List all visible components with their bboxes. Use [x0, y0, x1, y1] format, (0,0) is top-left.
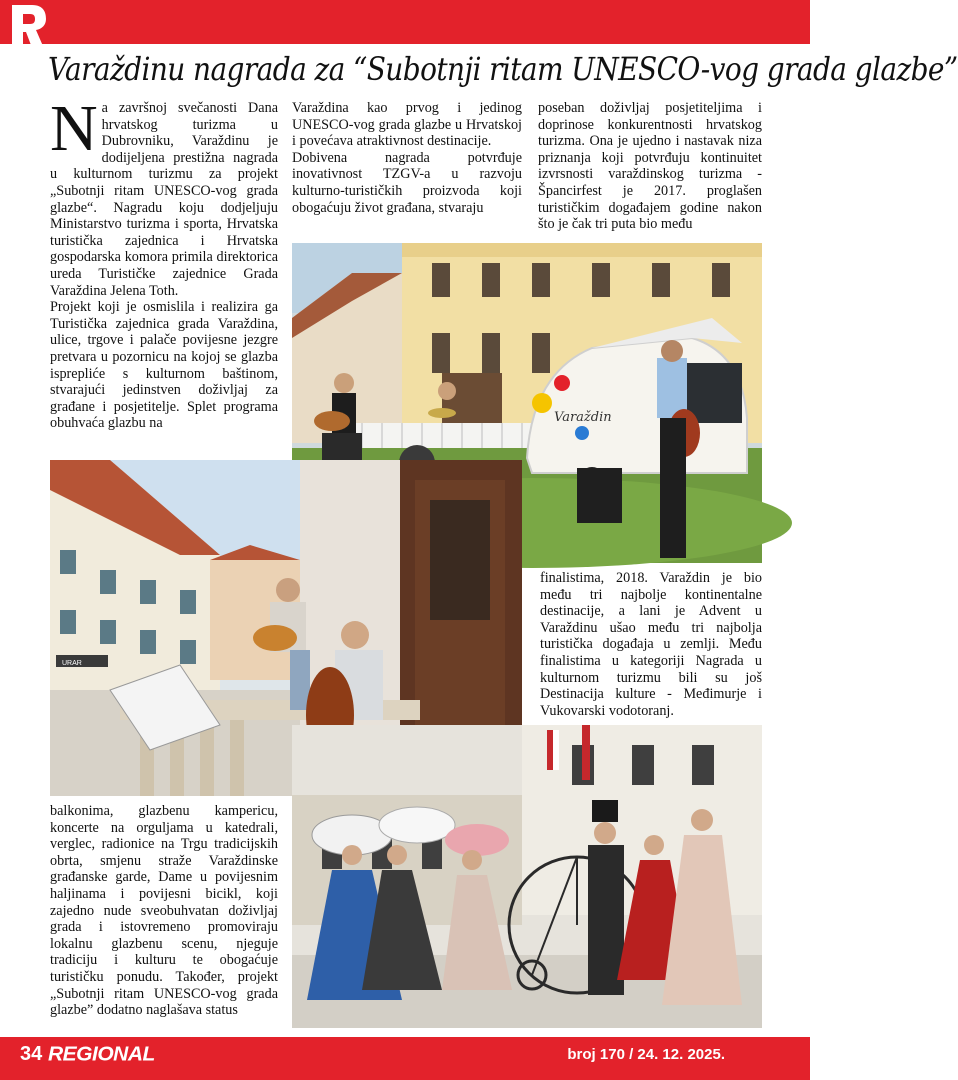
column-1-lower-paragraph: balkonima, glazbenu kampericu, koncerte na orguljama u katedrali, verglec, radionice na Trgu tradicijskih obrta, smjenu straže Varaždinske građanske garde, Dame u povijesnim haljinama i povijesni bicikl, koji zajedno nude sveobuhvatan doživljaj grada i istovremeno promoviraju lokalnu glazbenu scenu, njeguje tradiciju i kulturu te obogaćuje turističku ponudu. Također, projekt „Subotnji ritam UNESCO-vog grada glazbe” dodatno naglašava status	[50, 803, 278, 1019]
column-1-paragraph-2: Projekt koji je osmislila i realizira ga Turistička zajednica grada Varaždina, ulice, trgove i palače povijesne jezgre pretvara u pozornicu na kojoj se glazba isprepliće s kulturnom baštinom, stvarajući jedinstven doživljaj za građane i posjetitelje. Splet programa obuhvaća glazbu na	[50, 299, 278, 432]
dropcap-letter: N	[50, 92, 98, 165]
regional-r-logo	[8, 3, 48, 55]
article-headline: Varaždinu nagrada za “Subotnji ritam UNESCO-vog grada glazbe”	[48, 50, 958, 88]
column-2-paragraph-1: Varaždina kao prvog i jedinog UNESCO-vog grada glazbe u Hrvatskoj i povećava atraktivnost destinacije.	[292, 100, 522, 150]
photo-historic-dresses-image	[292, 725, 762, 1028]
top-red-bar	[0, 0, 810, 44]
column-3-paragraph-1: poseban doživljaj posjetiteljima i doprinose konkurentnosti hrvatskog turizma. Ona je ujedno i nastavak niza priznanja koji potvrđuju kontinuitet izvrsnosti varaždinskog turizma - Špancirfest je 2017. proglašen turističkim događajem godine nakon što je čak tri puta bio među	[538, 100, 762, 233]
caravan-sign-text: Varaždin	[554, 410, 612, 425]
column-3-lower-paragraph: finalistima, 2018. Varaždin je bio među tri najbolje kontinentalne destinacije, a lani je Advent u Varaždinu ušao među tri najbolja turistička događaja u zemlji. Među finalistima u kategoriji Nagrada u kulturnom turizmu bili su još Destinacija kulture - Međimurje i Vukovarski vodotoranj.	[540, 570, 762, 719]
column-1-paragraph-1: a završnoj svečanosti Dana hrvatskog turizma u Dubrovniku, Varaždinu je dodijeljena prestižna nagrada u kulturnom turizmu za projekt „Subotnji ritam UNESCO-vog grada glazbe“. Nagradu koju dodjeljuju Ministarstvo turizma i sporta, Hrvatska turistička zajednica i Hrvatska gospodarska komora primila direktorica ureda Turističke zajednice Grada Varaždina Jelena Toth.	[50, 100, 278, 299]
column-2-text	[292, 100, 522, 240]
column-3-text	[538, 100, 762, 240]
page-number: 34	[20, 1043, 43, 1065]
column-1-lower-text	[50, 803, 278, 1028]
column-3-lower-text	[540, 570, 762, 722]
magazine-brand: REGIONAL	[48, 1043, 155, 1066]
column-1-text	[50, 92, 278, 458]
issue-info: broj 170 / 24. 12. 2025.	[567, 1046, 725, 1063]
column-2-paragraph-2: Dobivena nagrada potvrđuje inovativnost TZGV-a u razvoju kulturno-turističkih proizvoda koji obogaćuju život građana, stvaraju	[292, 149, 522, 216]
photo-historic-dresses	[292, 725, 762, 1028]
shop-sign-text: URAR	[62, 660, 82, 667]
